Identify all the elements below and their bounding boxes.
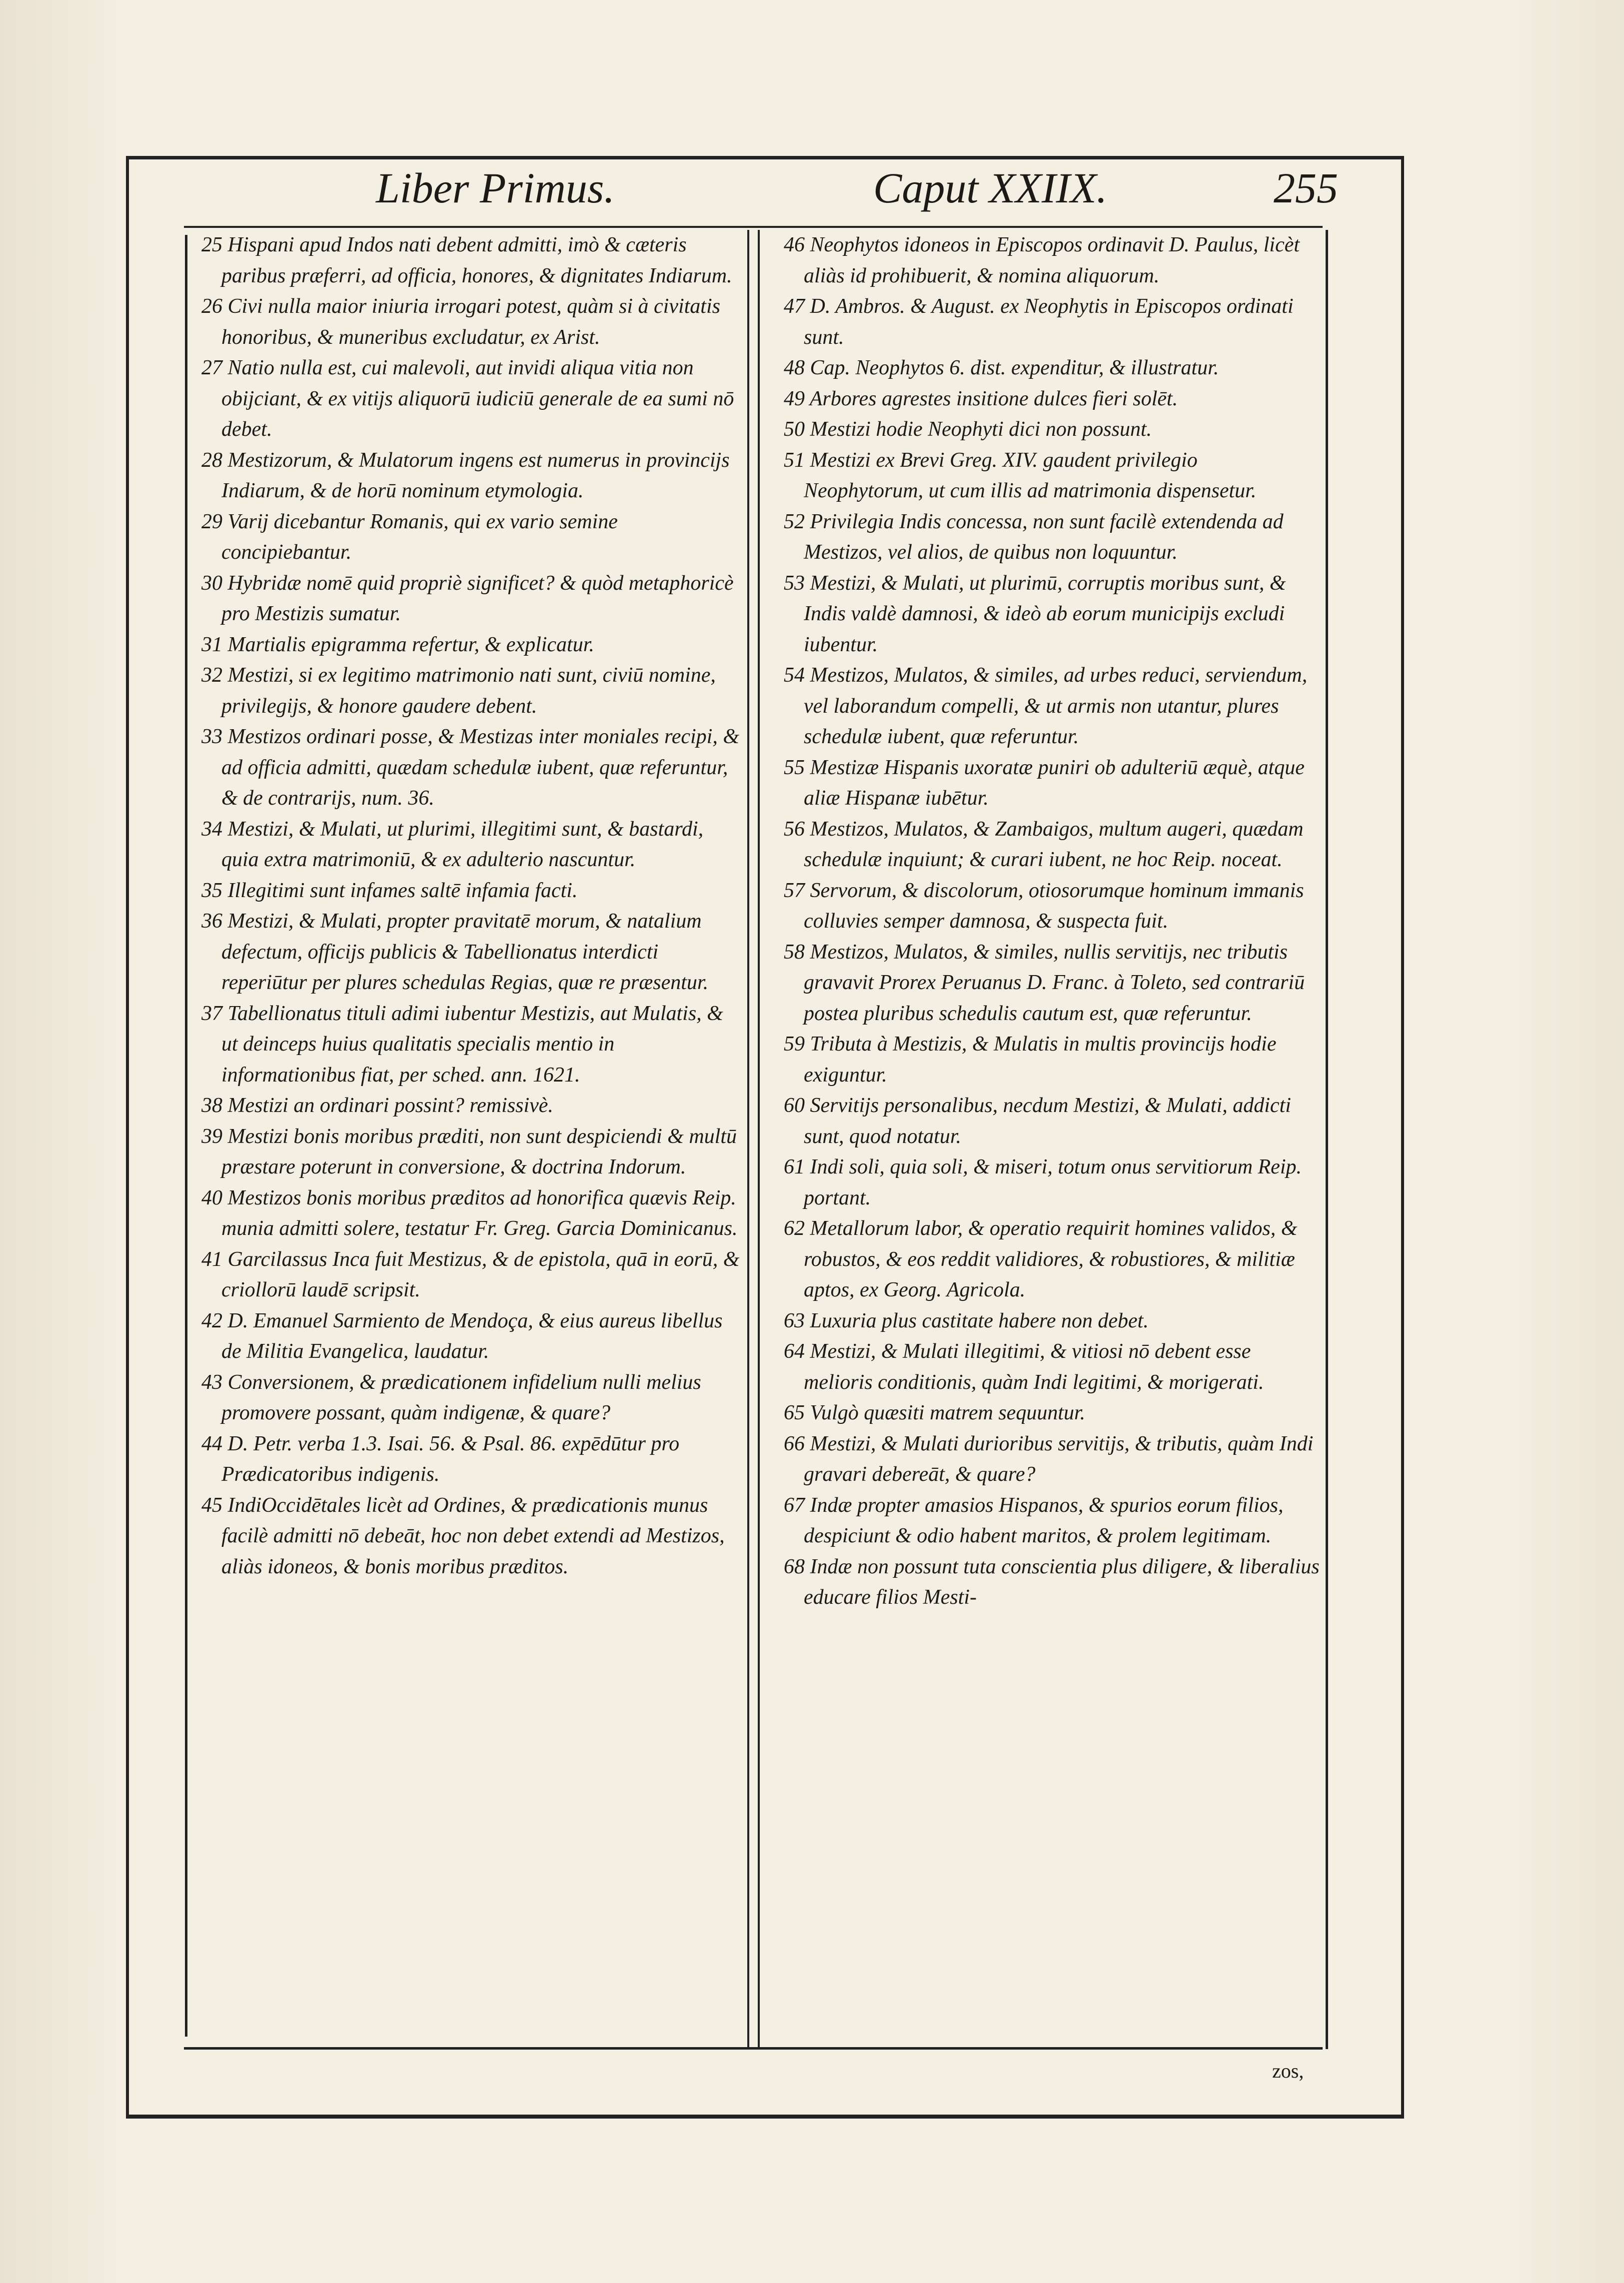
right-rule [1326,230,1328,2049]
index-entry: 49 Arbores agrestes insitione dulces fieri solēt. [784,387,1178,410]
index-entry: 28 Mestizorum, & Mulatorum ingens est numerus in provincijs Indiarum, & de horū nominum etymologia. [201,448,730,502]
index-entry: 68 Indæ non possunt tuta conscientia plus diligere, & liberalius educare filios Mesti- [784,1555,1320,1609]
index-entry: 30 Hybridæ nomē quid propriè significet? & quòd metaphoricè pro Mestizis sumatur. [201,571,734,625]
index-entry: 37 Tabellionatus tituli adimi iubentur Mestizis, aut Mulatis, & ut deinceps huius qualitatis specialis mentio in informationibus fiat, per sched. ann. 1621. [201,1002,723,1087]
index-entry: 64 Mestizi, & Mulati illegitimi, & vitiosi nō debent esse melioris conditionis, quàm Indi legitimi, & morigerati. [784,1340,1264,1394]
index-entry: 57 Servorum, & discolorum, otiosorumque hominum immanis colluvies semper damnosa, & suspecta fuit. [784,879,1304,933]
index-entry: 36 Mestizi, & Mulati, propter pravitatē morum, & natalium defectum, officijs publicis & Tabellionatus interdicti reperiūtur per plures schedulas Regias, quæ re præsentur. [201,910,709,994]
index-entry: 55 Mestizæ Hispanis uxoratæ puniri ob adulteriū æquè, atque aliæ Hispanæ iubētur. [784,756,1305,810]
index-entry: 29 Varij dicebantur Romanis, qui ex vario semine concipiebantur. [201,510,618,564]
index-entry: 41 Garcilassus Inca fuit Mestizus, & de epistola, quā in eorū, & criollorū laudē scripsit. [201,1247,740,1301]
index-entry: 67 Indæ propter amasios Hispanos, & spurios eorum filios, despiciunt & odio habent maritos, & prolem legitimam. [784,1493,1284,1547]
index-entry: 53 Mestizi, & Mulati, ut plurimū, corruptis moribus sunt, & Indis valdè damnosi, & ideò ab eorum municipijs excludi iubentur. [784,571,1286,656]
page-number: 255 [1274,164,1338,212]
index-entry: 47 D. Ambros. & August. ex Neophytis in Episcopos ordinati sunt. [784,295,1294,349]
index-entry: 46 Neophytos idoneos in Episcopos ordinavit D. Paulus, licèt aliàs id prohibuerit, & nomina aliquorum. [784,233,1300,287]
index-entry: 45 IndiOccidētales licèt ad Ordines, & prædicationis munus facilè admitti nō debeāt, hoc non debet extendi ad Mestizos, aliàs idoneos, & bonis moribus præditos. [201,1493,725,1578]
index-entry: 61 Indi soli, quia soli, & miseri, totum onus servitiorum Reip. portant. [784,1155,1302,1209]
center-rule-2 [758,230,760,2049]
index-entry: 40 Mestizos bonis moribus præditos ad honorifica quævis Reip. munia admitti solere, testatur Fr. Greg. Garcia Dominicanus. [201,1186,738,1240]
index-entry: 56 Mestizos, Mulatos, & Zambaigos, multum augeri, quædam schedulæ inquiunt; & curari iubent, ne hoc Reip. noceat. [784,817,1304,871]
index-entry: 31 Martialis epigramma refertur, & explicatur. [201,633,594,656]
index-entry: 33 Mestizos ordinari posse, & Mestizas inter moniales recipi, & ad officia admitti, quædam schedulæ iubent, quæ referuntur, & de contrarijs, num. 36. [201,725,740,810]
index-entry: 39 Mestizi bonis moribus præditi, non sunt despiciendi & multū præstare poterunt in conversione, & doctrina Indorum. [201,1125,737,1178]
index-entry: 65 Vulgò quæsiti matrem sequuntur. [784,1401,1086,1424]
left-rule [185,235,187,2037]
index-entry: 59 Tributa à Mestizis, & Mulatis in multis provincijs hodie exiguntur. [784,1033,1277,1087]
index-entry: 43 Conversionem, & prædicationem infidelium nulli melius promovere possant, quàm indigenæ, & quare? [201,1370,701,1424]
index-entry: 52 Privilegia Indis concessa, non sunt facilè extendenda ad Mestizos, vel alios, de quibus non loquuntur. [784,510,1284,564]
index-entry: 54 Mestizos, Mulatos, & similes, ad urbes reduci, serviendum, vel laborandum compelli, & ut armis non utantur, plures schedulæ iubent, quæ referuntur. [784,664,1308,748]
index-entry: 27 Natio nulla est, cui malevoli, aut invidi aliqua vitia non obijciant, & ex vitijs aliquorū iudiciū generale de ea sumi nō debet. [201,356,734,441]
right-column [780,230,1320,1613]
index-entry: 66 Mestizi, & Mulati durioribus servitijs, & tributis, quàm Indi gravari debereāt, & quare? [784,1432,1314,1486]
index-entry: 48 Cap. Neophytos 6. dist. expenditur, & illustratur. [784,356,1219,379]
index-entry: 35 Illegitimi sunt infames saltē infamia facti. [201,879,578,902]
index-entry: 34 Mestizi, & Mulati, ut plurimi, illegitimi sunt, & bastardi, quia extra matrimoniū, & ex adulterio nascuntur. [201,817,704,871]
index-entry: 44 D. Petr. verba 1.3. Isai. 56. & Psal. 86. expēdūtur pro Prædicatoribus indigenis. [201,1432,680,1486]
index-entry: 63 Luxuria plus castitate habere non debet. [784,1309,1149,1332]
running-header [126,159,1398,224]
catchword: zos, [1272,2060,1304,2082]
index-entry: 60 Servitijs personalibus, necdum Mestizi, & Mulati, addicti sunt, quod notatur. [784,1094,1291,1148]
index-entry: 62 Metallorum labor, & operatio requirit homines validos, & robustos, & eos reddit validiores, & robustiores, & militiæ aptos, ex Georg. Agricola. [784,1217,1298,1301]
index-entry: 32 Mestizi, si ex legitimo matrimonio nati sunt, civiū nomine, privilegijs, & honore gaudere debent. [201,664,716,718]
index-entry: 26 Civi nulla maior iniuria irrogari potest, quàm si à civitatis honoribus, & muneribus excludatur, ex Arist. [201,295,720,349]
book-title: Liber Primus. [376,164,615,212]
index-entry: 50 Mestizi hodie Neophyti dici non possunt. [784,418,1152,441]
index-entry: 51 Mestizi ex Brevi Greg. XIV. gaudent privilegio Neophytorum, ut cum illis ad matrimonia dispensetur. [784,448,1257,502]
index-entry: 38 Mestizi an ordinari possint? remissivè. [201,1094,553,1117]
left-column [197,230,742,1582]
index-entry: 42 D. Emanuel Sarmiento de Mendoça, & eius aureus libellus de Militia Evangelica, laudatur. [201,1309,723,1363]
chapter-title: Caput XXIIX. [873,164,1108,212]
index-entry: 25 Hispani apud Indos nati debent admitti, imò & cæteris paribus præferri, ad officia, honores, & dignitates Indiarum. [201,233,732,287]
center-rule [747,230,749,2049]
index-entry: 58 Mestizos, Mulatos, & similes, nullis servitijs, nec tributis gravavit Prorex Peruanus D. Franc. à Toleto, sed contrariū postea pluribus schedulis cautum est, quæ referuntur. [784,940,1305,1025]
